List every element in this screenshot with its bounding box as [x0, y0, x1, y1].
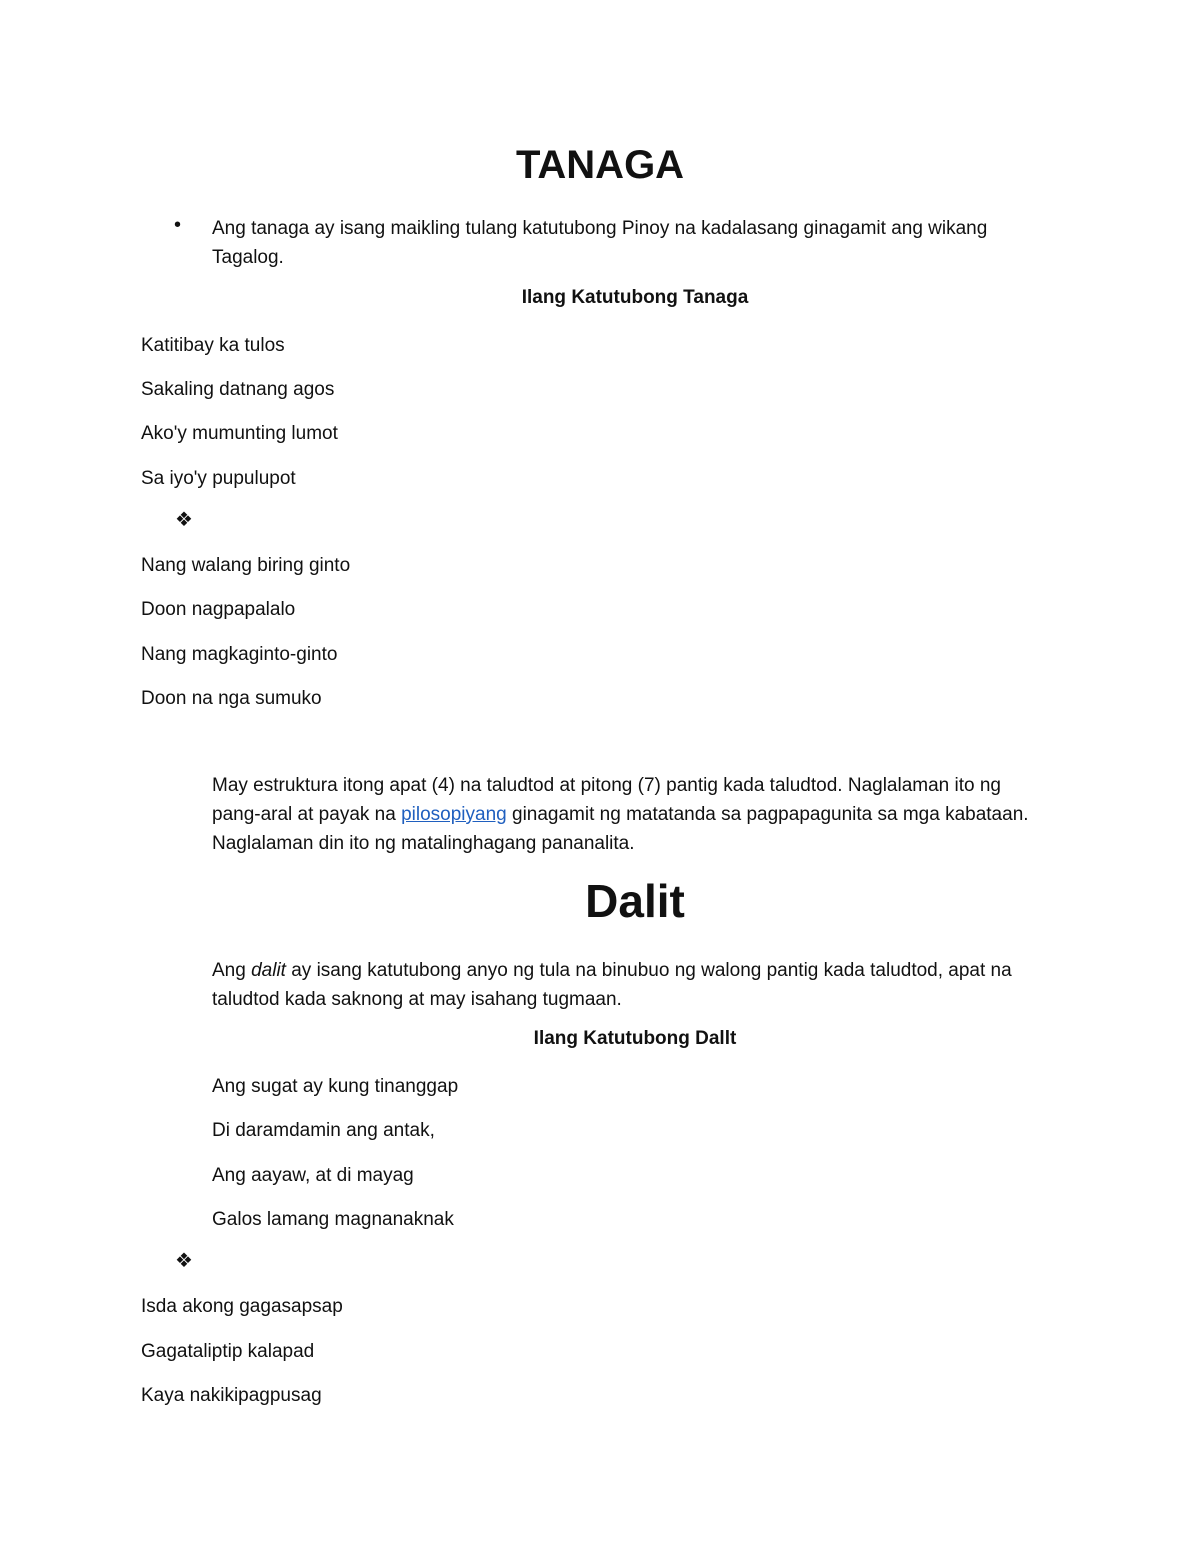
poem4-line-1: Isda akong gagasapsap [141, 1296, 343, 1317]
dalit-def-after: ay isang katutubong anyo ng tula na binubuo ng walong pantig kada taludtod, apat na [285, 960, 1012, 981]
structure-line-2-after: ginagamit ng matatanda sa pagpapagunita sa mga kabataan. [506, 804, 1029, 825]
structure-line-1: May estruktura itong apat (4) na taludtod at pitong (7) pantig kada taludtod. Naglalaman ito ng [212, 775, 1001, 796]
pilosopiyang-link[interactable]: pilosopiyang [401, 804, 507, 825]
poem3-line-2: Di daramdamin ang antak, [212, 1120, 435, 1141]
tanaga-subheading: Ilang Katutubong Tanaga [521, 287, 749, 308]
dalit-def-line-1 [212, 956, 1012, 985]
poem2-line-1: Nang walang biring ginto [141, 555, 351, 576]
poem2-line-3: Nang magkaginto-ginto [141, 644, 338, 665]
intro-line-1: Ang tanaga ay isang maikling tulang katutubong Pinoy na kadalasang ginagamit ang wikang [212, 218, 988, 239]
poem3-line-1: Ang sugat ay kung tinanggap [212, 1076, 459, 1097]
diamond-separator-icon-2: ❖ [175, 1250, 193, 1272]
poem2-line-2: Doon nagpapalalo [141, 599, 296, 620]
structure-line-2 [212, 800, 1029, 829]
structure-line-3: Naglalaman din ito ng matalinghagang pananalita. [212, 833, 635, 854]
bullet-glyph: • [174, 214, 182, 236]
structure-line-2-before: pang-aral at payak na [212, 804, 402, 825]
poem4-line-2: Gagataliptip kalapad [141, 1341, 315, 1362]
poem1-line-4: Sa iyo'y pupulupot [141, 468, 296, 489]
poem4-line-3: Kaya nakikipagpusag [141, 1385, 322, 1406]
poem1-line-1: Katitibay ka tulos [141, 335, 285, 356]
poem3-line-4: Galos lamang magnanaknak [212, 1209, 454, 1230]
poem1-line-3: Ako'y mumunting lumot [141, 423, 338, 444]
poem3-line-3: Ang aayaw, at di mayag [212, 1165, 414, 1186]
intro-line-2: Tagalog. [212, 247, 284, 268]
page-title: TANAGA [515, 143, 685, 187]
diamond-separator-icon: ❖ [175, 509, 193, 531]
dalit-title: Dalit [585, 875, 685, 927]
dalit-subheading: Ilang Katutubong Dallt [533, 1028, 737, 1049]
dalit-def-line-2: taludtod kada saknong at may isahang tugmaan. [212, 989, 622, 1010]
dalit-def-italic: dalit [251, 960, 286, 981]
poem1-line-2: Sakaling datnang agos [141, 379, 335, 400]
poem2-line-4: Doon na nga sumuko [141, 688, 322, 709]
dalit-def-before: Ang [212, 960, 252, 981]
